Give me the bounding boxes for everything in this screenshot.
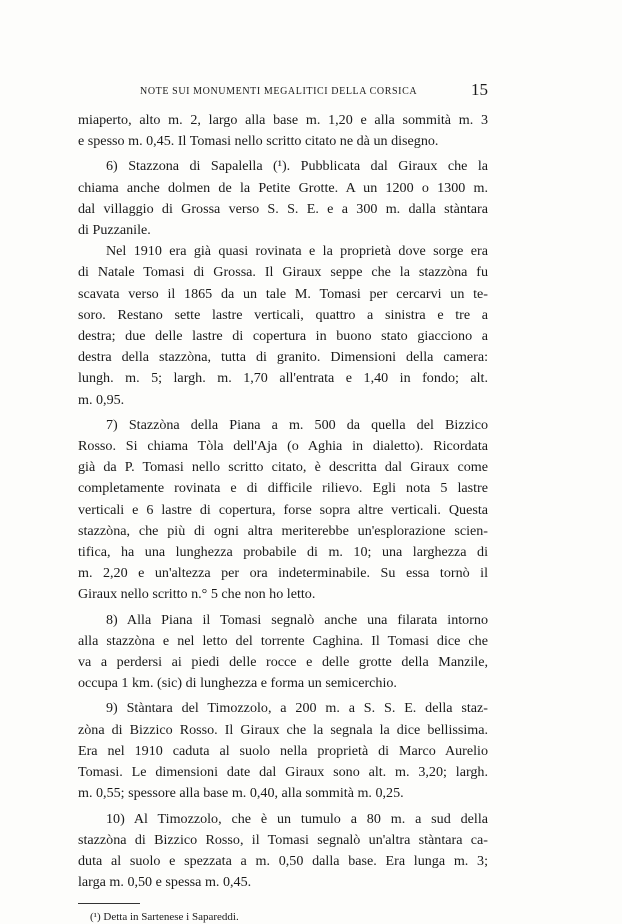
text-line: dal villaggio di Grossa verso S. S. E. e a 300 m. dalla stàntara [78, 200, 488, 217]
text-line: m. 0,95. [78, 391, 125, 408]
body-text [78, 110, 488, 924]
paragraph-6b [78, 241, 488, 411]
paragraph-9 [78, 698, 488, 804]
text-line: 9) Stàntara del Timozzolo, a 200 m. a S. S. E. della staz- [106, 700, 488, 717]
text-line: 10) Al Timozzolo, che è un tumulo a 80 m. a sud della [106, 810, 488, 827]
text-line: già da P. Tomasi nello scritto citato, è descritta dal Giraux come [78, 459, 488, 476]
text-line: alla stazzòna e nel letto del torrente Caghina. Il Tomasi dice che [78, 632, 488, 649]
paragraph-8 [78, 610, 488, 695]
text-line: destra della stazzòna, tutta di granito. Dimensioni della camera: [78, 349, 488, 366]
text-line: Tomasi. Le dimensioni date dal Giraux sono alt. m. 3,20; largh. [78, 764, 488, 781]
text-line: Giraux nello scritto n.° 5 che non ho letto. [78, 586, 316, 603]
text-line: e spesso m. 0,45. Il Tomasi nello scritto citato ne dà un disegno. [78, 133, 439, 150]
text-line: 6) Stazzona di Sapalella (¹). Pubblicata dal Giraux che la [106, 158, 488, 175]
text-line: Nel 1910 era già quasi rovinata e la proprietà dove sorge era [106, 243, 488, 260]
text-line: scavata verso il 1865 da un tale M. Tomasi per cercarvi un te- [78, 285, 488, 302]
text-line: stazzòna di Bizzico Rosso, il Tomasi segnalò un'altra stàntara ca- [78, 831, 488, 848]
paragraph-7 [78, 415, 488, 606]
text-line: Era nel 1910 caduta al suolo nella proprietà di Marco Aurelio [78, 742, 488, 759]
text-line: completamente rovinata e di difficile rilievo. Egli nota 5 lastre [78, 480, 488, 497]
text-line: zòna di Bizzico Rosso. Il Giraux che la segnala la dice bellissima. [78, 721, 488, 738]
text-line: occupa 1 km. (sic) di lunghezza e forma un semicerchio. [78, 675, 397, 692]
text-line: 7) Stazzòna della Piana a m. 500 da quella del Bizzico [106, 416, 488, 433]
running-title: NOTE SUI MONUMENTI MEGALITICI DELLA CORSICA [140, 86, 418, 97]
text-line: m. 0,55; spessore alla base m. 0,40, alla sommità m. 0,25. [78, 785, 404, 802]
text-line: di Puzzanile. [78, 222, 151, 239]
text-line: chiama anche dolmen de la Petite Grotte. A un 1200 o 1300 m. [78, 179, 488, 196]
running-header [78, 80, 488, 102]
text-line: larga m. 0,50 e spessa m. 0,45. [78, 874, 252, 891]
page-number: 15 [471, 80, 488, 99]
text-line: Rosso. Si chiama Tòla dell'Aja (o Aghia in dialetto). Ricordata [78, 438, 488, 455]
page [78, 80, 488, 924]
text-line: destra; due delle lastre di copertura in buono stato giacciono a [78, 328, 488, 345]
text-line: soro. Restano sette lastre verticali, quattro a sinistra e tre a [78, 306, 488, 323]
text-line: 8) Alla Piana il Tomasi segnalò anche una filarata intorno [106, 611, 488, 628]
text-line: miaperto, alto m. 2, largo alla base m. 1,20 e alla sommità m. 3 [78, 112, 488, 128]
footnote-divider [78, 903, 140, 904]
text-line: va a perdersi ai piedi delle rocce e delle grotte della Manzile, [78, 654, 488, 671]
text-line: stazzòna, che più di ogni altra meriterebbe un'esplorazione scien- [78, 522, 488, 539]
text-line: m. 2,20 e un'altezza per ora indeterminabile. Su essa tornò il [78, 565, 488, 582]
paragraph-6 [78, 156, 488, 241]
text-line: verticali e 6 lastre di copertura, forse sopra altre verticali. Questa [78, 501, 488, 518]
text-line: duta al suolo e spezzata a m. 0,50 dalla base. Era lunga m. 3; [78, 852, 488, 869]
paragraph-continuation [78, 110, 488, 152]
paragraph-10 [78, 809, 488, 894]
text-line: di Natale Tomasi di Grossa. Il Giraux seppe che la stazzòna fu [78, 264, 488, 281]
text-line: tifica, ha una lunghezza probabile di m. 10; una larghezza di [78, 544, 488, 561]
footnote: (¹) Detta in Sartenese i Sapareddi. [90, 911, 239, 924]
text-line: lungh. m. 5; largh. m. 1,70 all'entrata e 1,40 in fondo; alt. [78, 370, 488, 387]
